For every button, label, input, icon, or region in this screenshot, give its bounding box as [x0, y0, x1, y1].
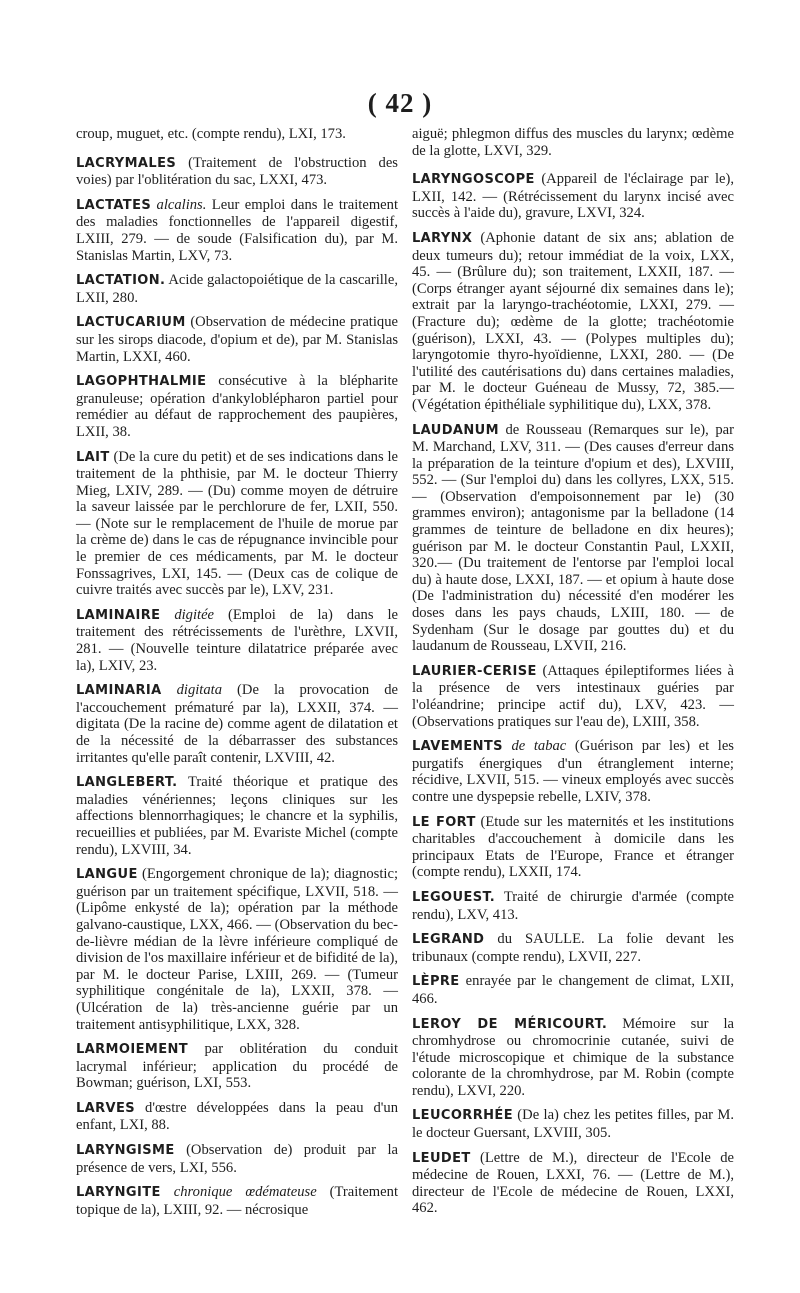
entry-text: (Appareil de l'éclairage par le), LXII, 142. — (Rétrécissement du larynx incisé avec succès à l'aide du), gravure, LXVI, 324.: [412, 171, 734, 222]
index-entry: [412, 889, 734, 923]
entry-text: (Etude sur les maternités et les institutions charitables d'accouchement à domicile dans les principaux Etats de l'Europe, France et étranger (compte rendu), LXXII, 174.: [412, 813, 734, 881]
entry-headword: LARYNGISME: [76, 1143, 175, 1159]
index-entry: [412, 973, 734, 1007]
entry-text: (Emploi de la) dans le traitement des rétrécissements de l'urèthre, LXVII, 281. — (Nouvelle teinture dilatatrice préparée avec la), LXIV, 23.: [76, 606, 398, 674]
entry-headword: LAMINAIRE: [76, 607, 161, 623]
entry-qualifier: de tabac: [502, 738, 567, 755]
index-entry: [412, 1016, 734, 1100]
entry-text: (Observation de) produit par la présence de vers, LXI, 556.: [76, 1142, 398, 1176]
index-entry: [412, 1150, 734, 1217]
index-entry: [76, 682, 398, 766]
left-column: [76, 126, 398, 1226]
index-entry: [76, 272, 398, 306]
entry-text: (De la provocation de l'accouchement prématuré par la), LXXII, 374. — digitata (De la racine de) comme agent de dilatation et de la nécessité de la débarrasser des substances irritantes qu'elle paraît contenir, LXVIII, 42.: [76, 682, 398, 766]
entry-headword: LAURIER-CERISE: [412, 663, 537, 679]
entry-text: enrayée par le changement de climat, LXII, 466.: [412, 973, 734, 1007]
entry-headword: LARYNGITE: [76, 1185, 161, 1201]
entry-text: Traité théorique et pratique des maladies vénériennes; leçons cliniques sur les affections blennorrhagiques; le chancre et la syphilis, recueillies et publiées, par M. Evariste Michel (compte rendu), LXVIII, 34.: [76, 774, 398, 858]
index-entry: [76, 866, 398, 1033]
entry-qualifier: alcalins.: [151, 196, 207, 213]
entry-text: aiguë; phlegmon diffus des muscles du larynx; œdème de la glotte, LXVI, 329.: [412, 126, 734, 159]
entry-text: (Guérison par les) et les purgatifs énergiques d'un étranglement interne; récidive, LXVII, 515. — vineux employés avec succès contre une dyspepsie rebelle, LXIV, 378.: [412, 738, 734, 805]
entry-headword: LARYNX: [412, 230, 473, 246]
index-entry: [76, 197, 398, 264]
index-entry-continuation: [412, 126, 734, 159]
entry-text: (Attaques épileptiformes liées à la présence de vers intestinaux guéries par l'oléandrine; principe actif du), LXV, 423. — (Observations pratiques sur l'eau de), LXIII, 358.: [412, 662, 734, 730]
entry-text: (Traitement topique de la), LXIII, 92. — nécrosique: [76, 1184, 398, 1218]
index-entry: [76, 314, 398, 365]
entry-text: Leur emploi dans le traitement des maladies fonctionnelles de l'appareil digestif, LXIII, 279. — de soude (Falsification du), par M. Stanislas Martin, LXV, 73.: [76, 196, 398, 264]
entry-text: Acide galactopoiétique de la cascarille, LXII, 280.: [76, 272, 398, 306]
entry-headword: LEUDET: [412, 1150, 471, 1166]
entry-headword: LEUCORRHÉE: [412, 1108, 513, 1124]
entry-headword: LEGRAND: [412, 932, 485, 948]
index-entry: [76, 607, 398, 674]
index-entry: [412, 663, 734, 730]
entry-qualifier: digitata: [161, 682, 223, 699]
entry-headword: LACTATES: [76, 197, 152, 213]
entry-headword: LACTUCARIUM: [76, 315, 186, 331]
page-number: ( 42 ): [367, 88, 433, 118]
index-entry: [76, 1100, 398, 1134]
index-entry: [412, 931, 734, 965]
index-entry: [412, 230, 734, 414]
entry-headword: LACRYMALES: [76, 155, 177, 171]
entry-headword: LAIT: [76, 449, 110, 465]
index-entry: [76, 373, 398, 440]
entry-text: (De la cure du petit) et de ses indications dans le traitement de la phthisie, par M. le docteur Thierry Mieg, LXIV, 289. — (Du) comme moyen de détruire la saveur laissée par le perchlorure de fer, LXII, 550. — (Note sur le remplacement de l'huile de morue par la crème de) dans le cas de répugnance invincible pour le premier de ces médicaments, par M. le docteur Fonssagrives, LXI, 145. — (Deux cas de colique de cuivre traités avec succès par le), LXV, 231.: [76, 448, 398, 599]
index-entry: [76, 155, 398, 189]
entry-headword: LACTATION.: [76, 273, 166, 289]
index-entry: [76, 774, 398, 858]
entry-text: (Aphonie datant de six ans; ablation de deux tumeurs du); retour immédiat de la voix, LXX, 45. — (Brûlure du); son traitement, LXXII, 187. — (Corps étranger ayant séjourné dix semaines dans le); extrait par la laryngo-trachéotomie, LXXI, 279. — (Fracture du); œdème de la glotte; trachéotomie (guérison), LXXI, 43. — (Polypes multiples du); laryngotomie thyro-hyoïdienne, LXXI, 280. — (De l'utilité des cautérisations du) dans certaines maladies, par M. le docteur Guéneau de Mussy, 72, 385.— (Végétation épithéliale syphilitique du), LXX, 378.: [412, 229, 734, 413]
entry-headword: LE FORT: [412, 814, 476, 830]
entry-headword: LARMOIEMENT: [76, 1042, 189, 1058]
right-column: [412, 126, 734, 1225]
entry-headword: LARYNGOSCOPE: [412, 172, 535, 188]
entry-headword: LEROY DE MÉRICOURT.: [412, 1016, 608, 1032]
entry-text: du SAULLE. La folie devant les tribunaux (compte rendu), LXVII, 227.: [412, 931, 734, 965]
entry-text: par oblitération du conduit lacrymal inférieur; application du procédé de Bowman; guérison, LXI, 553.: [76, 1041, 398, 1092]
entry-headword: LAVEMENTS: [412, 739, 503, 755]
index-entry: [76, 1142, 398, 1176]
index-entry: [412, 422, 734, 655]
entry-text: Mémoire sur la chromhydrose ou chromocrinie cutanée, suivi de l'étude microscopique et chimique de la substance colorante de la chromhydrose, par M. Robin (compte rendu), LXVI, 220.: [412, 1015, 734, 1099]
index-entry: [76, 1184, 398, 1218]
entry-text: Traité de chirurgie d'armée (compte rendu), LXV, 413.: [412, 888, 734, 923]
entry-text: d'œstre développées dans la peau d'un enfant, LXI, 88.: [76, 1099, 398, 1134]
entry-headword: LAMINARIA: [76, 683, 162, 699]
index-entry: [412, 814, 734, 881]
entry-headword: LAGOPHTHALMIE: [76, 374, 207, 390]
entry-qualifier: digitée: [160, 606, 215, 623]
index-entry-continuation: [76, 126, 398, 143]
entry-headword: LANGLEBERT.: [76, 775, 178, 791]
entry-text: de Rousseau (Remarques sur le), par M. Marchand, LXV, 311. — (Des causes d'erreur dans la préparation de la teinture d'opium et des), LXVIII, 552. — (Sur l'emploi du) dans les collyres, LXX, 515. — (Observation d'empoisonnement par le) (30 grammes environ); antagonisme par la belladone (14 grammes de teinture de belladone en dix heures); guérison par M. le docteur Constantin Paul, LXXII, 320.— (Du traitement de l'entorse par l'emploi local du) à haute dose, LXXI, 187. — et opium à haute dose (De l'administration du) nécessité d'en modérer les doses dans les pays chauds, LXIII, 180. — de Sydenham (Sur le dosage par gouttes du) et du laudanum de Rousseau, LXVII, 216.: [412, 421, 734, 655]
index-entry: [76, 1041, 398, 1092]
index-entry: [76, 449, 398, 599]
entry-text: (Observation de médecine pratique sur les sirops diacode, d'opium et de), par M. Stanislas Martin, LXXI, 460.: [76, 314, 398, 365]
entry-headword: LARVES: [76, 1100, 136, 1116]
entry-text: croup, muguet, etc. (compte rendu), LXI, 173.: [76, 126, 346, 142]
entry-text: (De la) chez les petites filles, par M. le docteur Guersant, LXVIII, 305.: [412, 1107, 734, 1142]
entry-text: (Engorgement chronique de la); diagnostic; guérison par un traitement spécifique, LXVII, 518. — (Lipôme enkysté de la); opération par la méthode galvano-caustique, LXX, 466. — (Observation du bec-de-lièvre médian de la lèvre inférieure compliqué de division de l'os maxillaire inférieur et de bifidité de la), par M. le docteur Parise, LXIII, 269. — (Tumeur syphilitique congénitale de la), LXXII, 378. — (Ulcération de la) très-ancienne guérie par un traitement antisyphilitique, LXX, 328.: [76, 866, 398, 1033]
entry-headword: LAUDANUM: [412, 422, 499, 438]
entry-headword: LÈPRE: [412, 974, 460, 990]
index-entry: [412, 171, 734, 222]
index-entry: [412, 1107, 734, 1141]
entry-headword: LEGOUEST.: [412, 889, 496, 905]
entry-text: (Lettre de M.), directeur de l'Ecole de médecine de Rouen, LXXI, 76. — (Lettre de M.), directeur de l'Ecole de médecine de Rouen, LXXI, 462.: [412, 1149, 734, 1217]
entry-headword: LANGUE: [76, 867, 138, 883]
index-entry: [412, 738, 734, 805]
entry-text: consécutive à la blépharite granuleuse; opération d'ankyloblépharon partiel pour remédier au défaut de rapprochement des paupières, LXII, 38.: [76, 373, 398, 440]
entry-qualifier: chronique œdémateuse: [160, 1184, 317, 1201]
entry-text: (Traitement de l'obstruction des voies) par l'oblitération du sac, LXXI, 473.: [76, 154, 398, 189]
